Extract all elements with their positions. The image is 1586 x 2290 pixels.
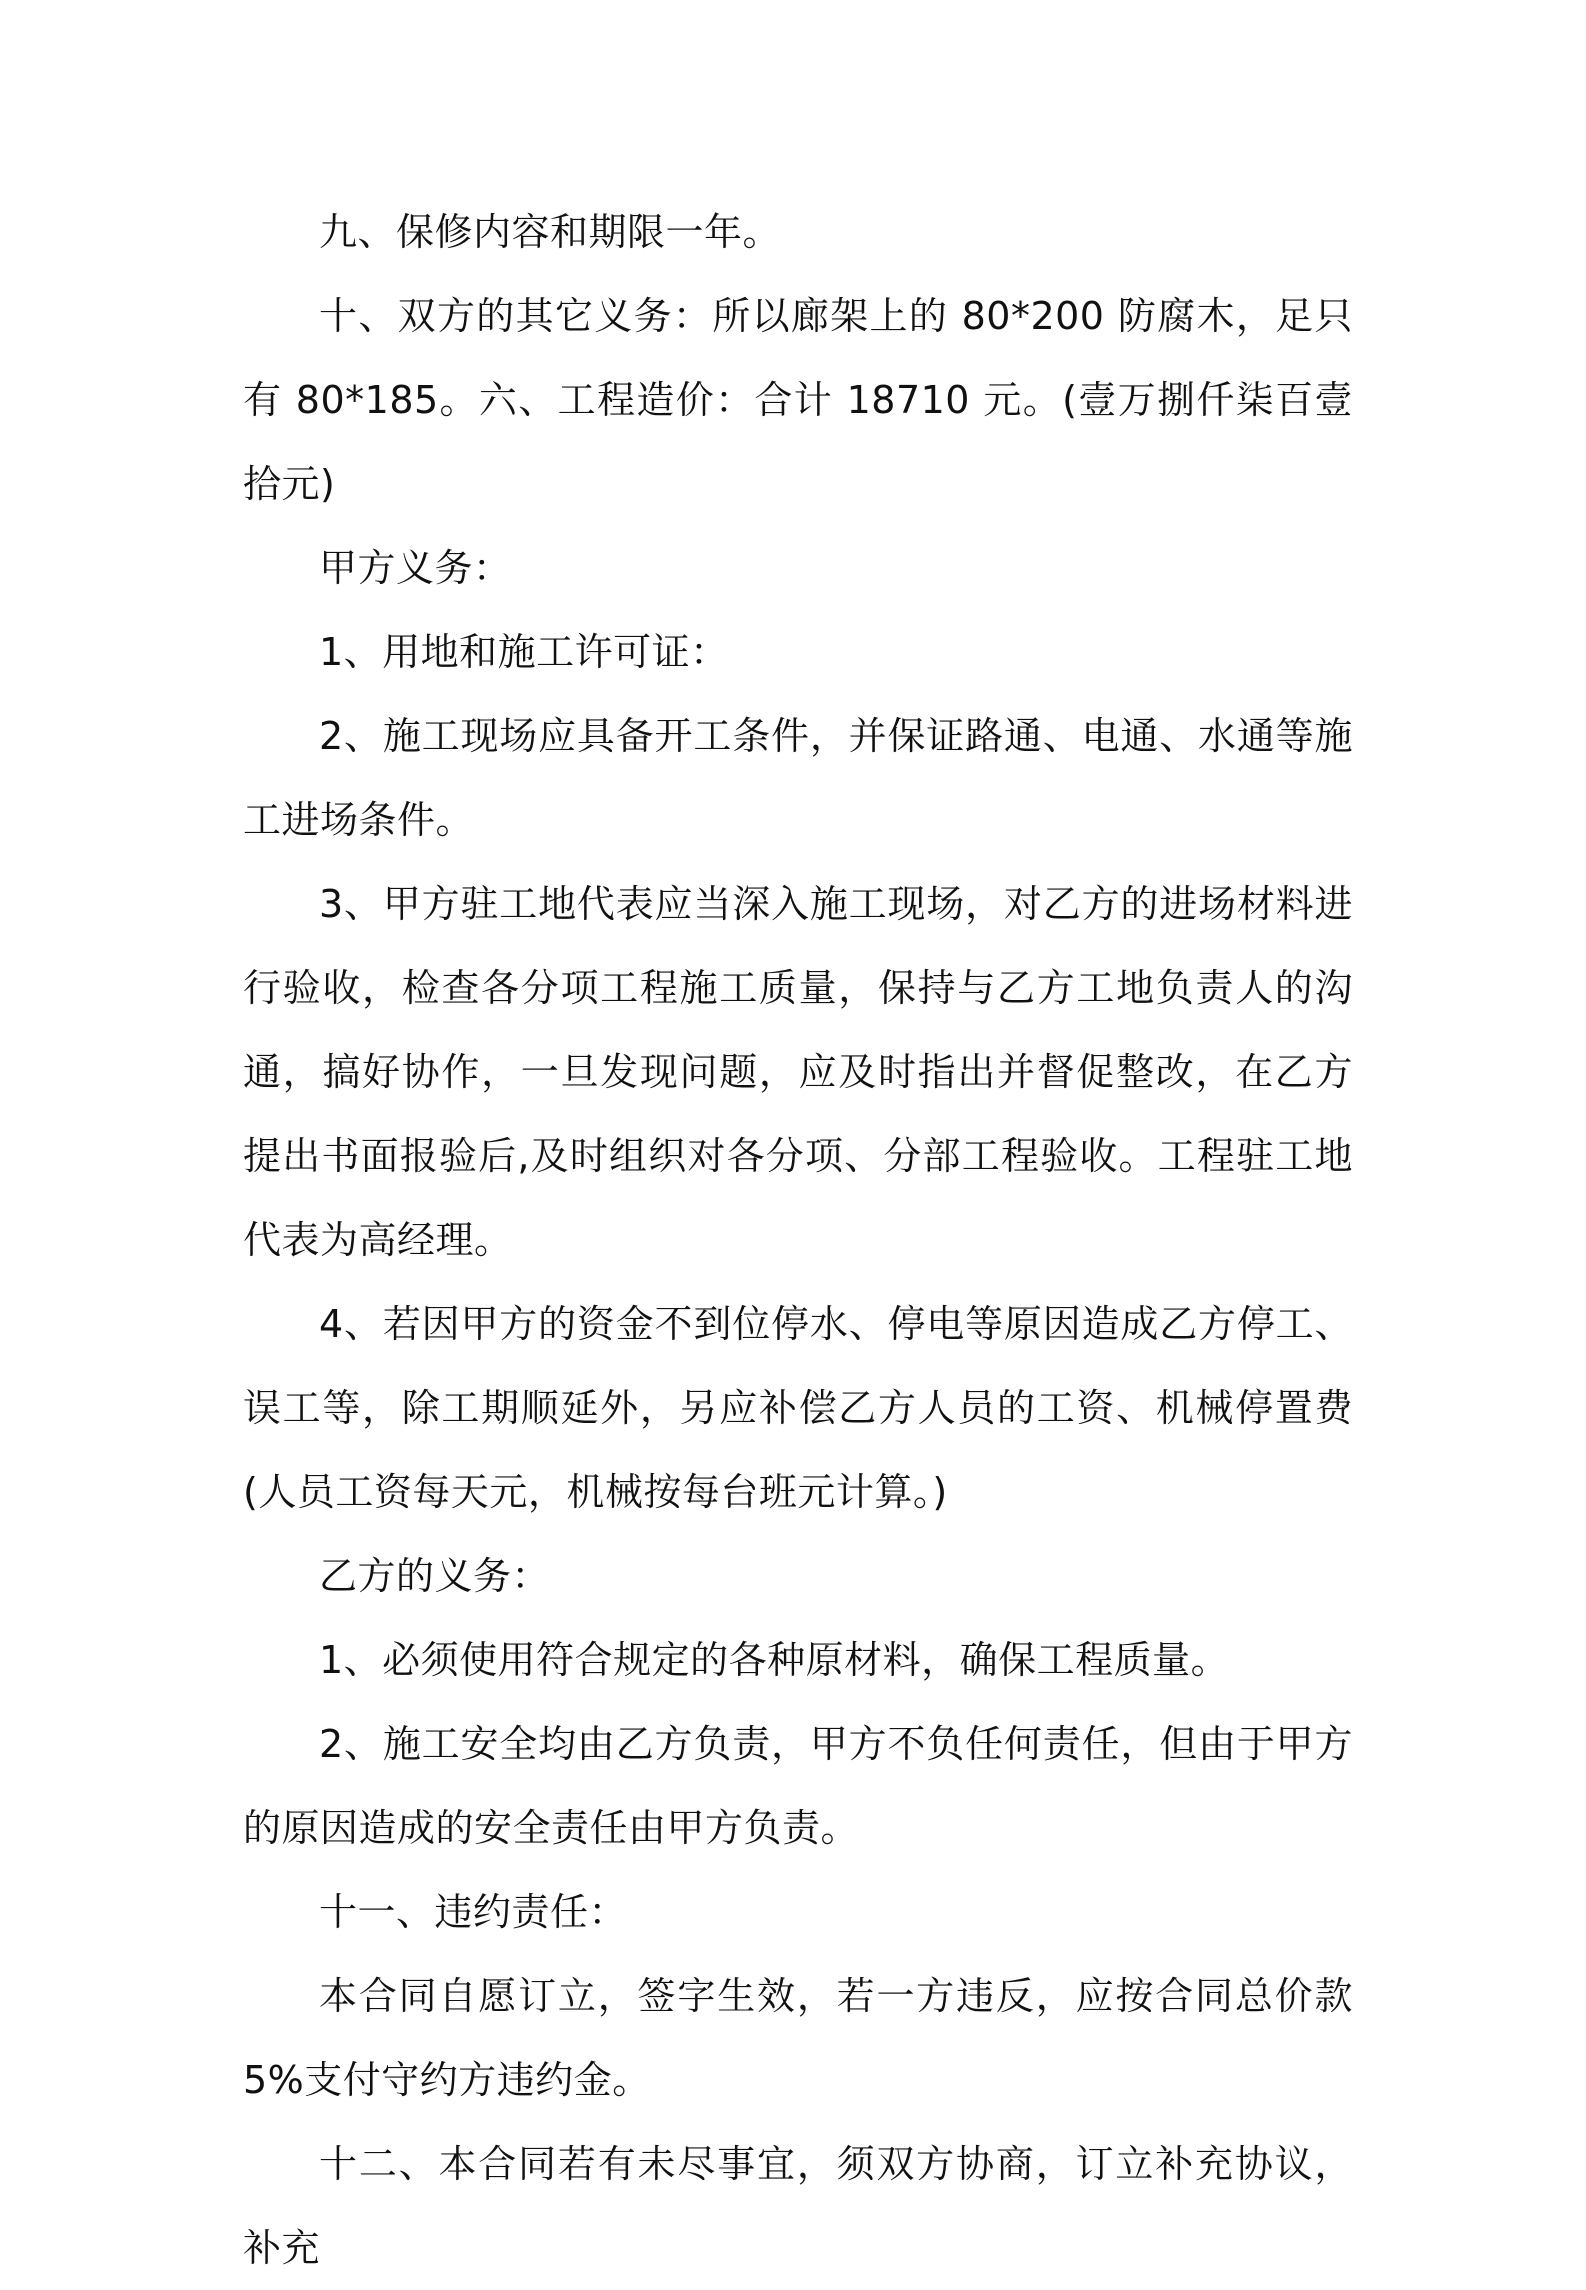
party-a-item-3: 3、甲方驻工地代表应当深入施工现场，对乙方的进场材料进行验收，检查各分项工程施工质量，保持与乙方工地负责人的沟通，搞好协作，一旦发现问题，应及时指出并督促整改，在乙方提出书面报验后,及时组织对各分项、分部工程验收。工程驻工地代表为高经理。 xyxy=(243,882,1353,1262)
clause-12-supplement: 十二、本合同若有未尽事宜，须双方协商，订立补充协议，补充 xyxy=(243,2142,1353,2270)
clause-9-warranty: 九、保修内容和期限一年。 xyxy=(319,210,782,254)
party-a-item-1: 1、用地和施工许可证： xyxy=(319,630,729,674)
clause-11-breach-heading: 十一、违约责任： xyxy=(319,1890,628,1934)
clause-11-breach-text: 本合同自愿订立，签字生效，若一方违反，应按合同总价款 5%支付守约方违约金。 xyxy=(243,1974,1353,2102)
party-a-item-4: 4、若因甲方的资金不到位停水、停电等原因造成乙方停工、误工等，除工期顺延外，另应补偿乙方人员的工资、机械停置费(人员工资每天元，机械按每台班元计算。) xyxy=(243,1302,1353,1514)
party-b-obligations-heading: 乙方的义务： xyxy=(319,1554,551,1598)
party-b-item-1: 1、必须使用符合规定的各种原材料，确保工程质量。 xyxy=(319,1638,1230,1682)
clause-10-other-obligations: 十、双方的其它义务：所以廊架上的 80*200 防腐木，足只有 80*185。六、工程造价：合计 18710 元。(壹万捌仟柒百壹拾元) xyxy=(243,294,1353,506)
document-body xyxy=(243,190,1353,2290)
party-a-item-2: 2、施工现场应具备开工条件，并保证路通、电通、水通等施工进场条件。 xyxy=(243,714,1353,842)
party-b-item-2: 2、施工安全均由乙方负责，甲方不负任何责任，但由于甲方的原因造成的安全责任由甲方负责。 xyxy=(243,1722,1353,1850)
party-a-obligations-heading: 甲方义务： xyxy=(319,546,512,590)
